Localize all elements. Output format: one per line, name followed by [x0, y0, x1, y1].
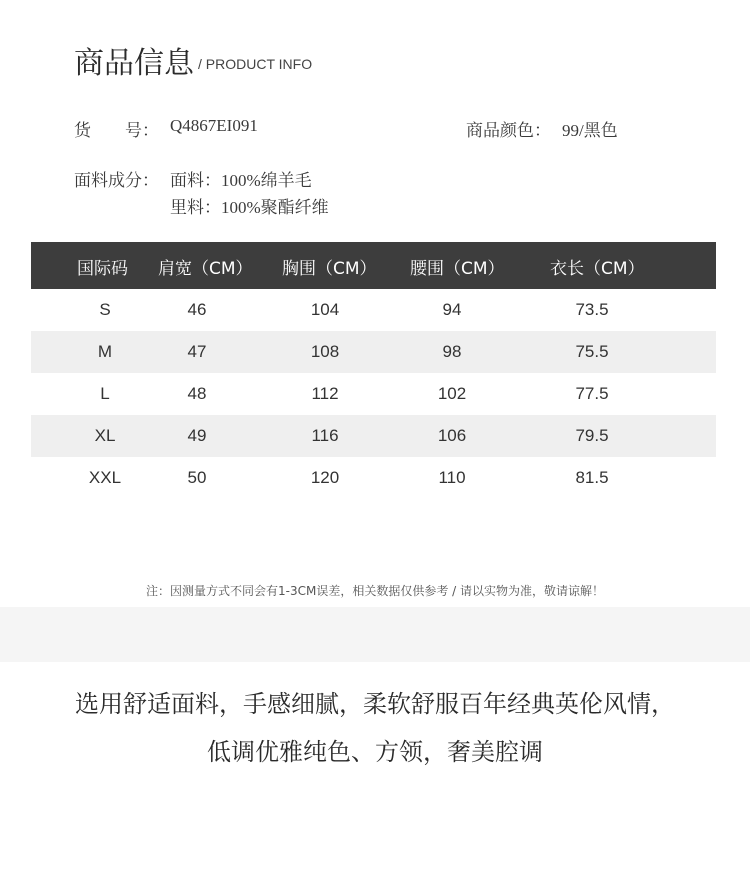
cell-chest: 108 [310, 342, 340, 361]
cell-size: XXL [88, 468, 122, 487]
cell-shoulder: 49 [187, 426, 207, 445]
cell-length: 77.5 [575, 384, 609, 403]
cell-size: M [97, 342, 113, 361]
cell-chest: 116 [311, 426, 339, 445]
cell-length: 79.5 [575, 426, 609, 445]
cell-size: S [99, 300, 111, 319]
cell-shoulder: 47 [187, 342, 207, 361]
header-intl-size: 国际码 [77, 259, 128, 279]
table-row [31, 331, 716, 373]
description-line-2: 低调优雅纯色、方领，奢美腔调 [207, 738, 543, 766]
cell-size: L [100, 384, 110, 403]
cell-shoulder: 48 [187, 384, 207, 403]
cell-shoulder: 46 [187, 300, 207, 319]
cell-waist: 106 [437, 426, 467, 445]
fabric-composition: 面料：100%绵羊毛 [170, 171, 312, 190]
material-label: 面料成分： [74, 171, 159, 191]
color-label: 商品颜色： [466, 121, 551, 141]
cell-size: XL [94, 426, 116, 445]
header-chest: 胸围（CM） [282, 259, 377, 279]
table-row [31, 415, 716, 457]
cell-waist: 102 [437, 384, 467, 403]
item-no-label: 货 号： [74, 121, 159, 141]
cell-length: 73.5 [575, 300, 609, 319]
measurement-note: 注：因测量方式不同会有1-3CM误差，相关数据仅供参考 / 请以实物为准，敬请谅解！ [145, 584, 604, 598]
cell-length: 75.5 [575, 342, 609, 361]
lining-composition: 里料：100%聚酯纤维 [170, 198, 329, 217]
divider-band [0, 607, 750, 662]
description-line-1: 选用舒适面料，手感细腻，柔软舒服百年经典英伦风情， [75, 690, 675, 718]
header-waist: 腰围（CM） [410, 259, 505, 279]
table-row [31, 373, 716, 415]
color-value: 99/黑色 [562, 121, 618, 140]
cell-waist: 98 [442, 342, 462, 361]
cell-waist: 94 [442, 300, 462, 319]
cell-chest: 112 [311, 384, 339, 403]
page-title: 商品信息 [74, 46, 194, 81]
size-table [31, 242, 716, 499]
cell-length: 81.5 [575, 468, 609, 487]
cell-waist: 110 [438, 468, 466, 487]
header-shoulder: 肩宽（CM） [158, 259, 253, 279]
cell-shoulder: 50 [187, 468, 207, 487]
item-no-value: Q4867EI091 [170, 116, 258, 135]
cell-chest: 104 [310, 300, 340, 319]
table-row [31, 457, 716, 499]
cell-chest: 120 [310, 468, 340, 487]
table-row [31, 289, 716, 331]
page-subtitle: / PRODUCT INFO [198, 56, 313, 72]
header-length: 衣长（CM） [550, 259, 645, 279]
size-table-header [31, 242, 716, 289]
